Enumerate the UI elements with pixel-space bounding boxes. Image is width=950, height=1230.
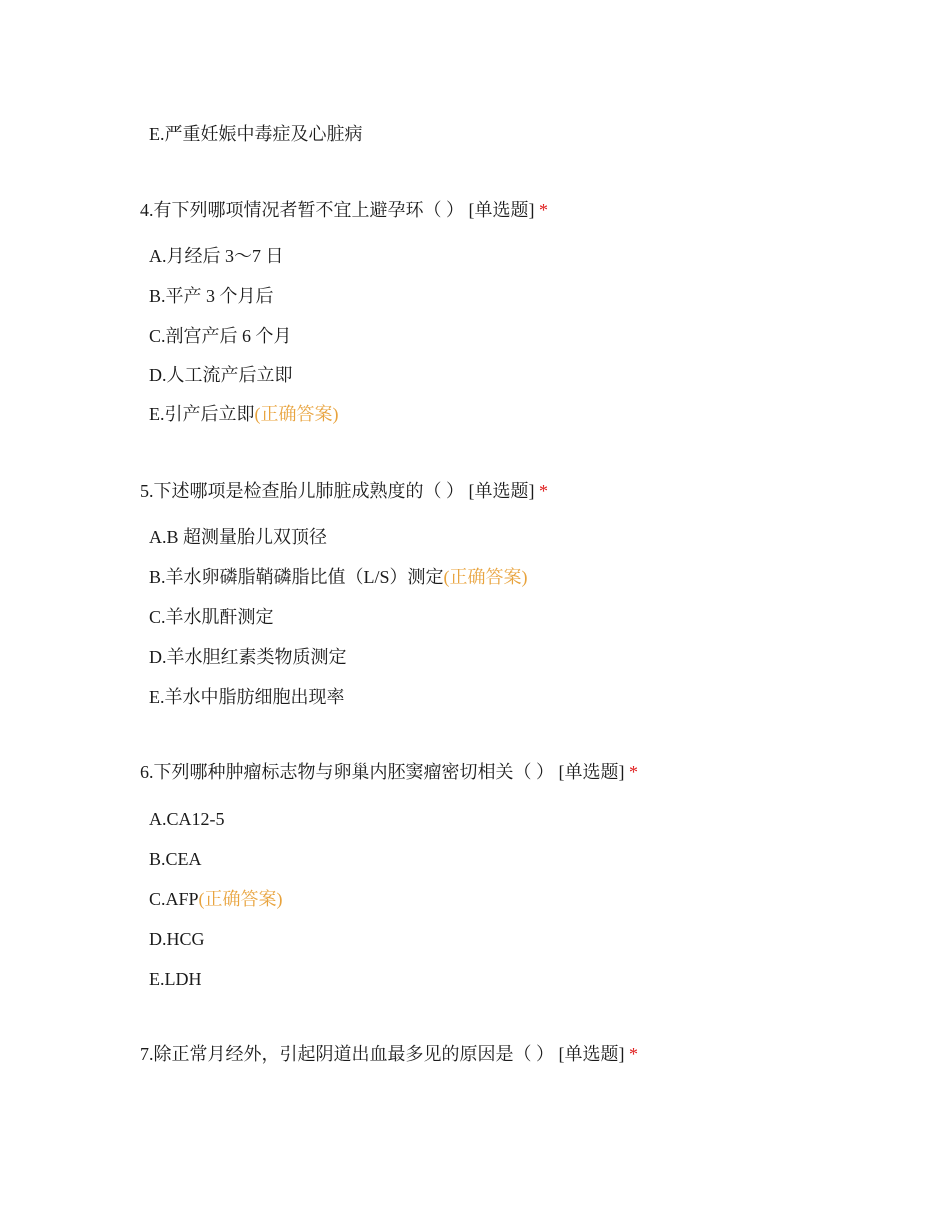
option-text: A.B 超测量胎儿双顶径	[149, 527, 328, 547]
required-star: *	[539, 200, 548, 220]
option-text: D.HCG	[149, 929, 205, 949]
option-text: A.月经后 3～7 日	[149, 246, 284, 266]
option-item	[149, 244, 284, 268]
question-text: 5.下述哪项是检查胎儿肺脏成熟度的（ ）	[140, 481, 464, 501]
correct-answer-tag: (正确答案)	[254, 404, 339, 424]
option-item	[149, 645, 347, 669]
correct-answer-tag: (正确答案)	[443, 567, 528, 587]
option-item	[149, 122, 363, 146]
option-item	[149, 565, 528, 589]
option-item	[149, 807, 225, 831]
option-item	[149, 324, 292, 348]
option-item	[149, 847, 202, 871]
option-text: B.羊水卵磷脂鞘磷脂比值（L/S）测定	[149, 567, 444, 587]
option-item	[149, 525, 327, 549]
question-type: [单选题]	[468, 200, 535, 220]
option-item	[149, 927, 205, 951]
question-text: 6.下列哪种肿瘤标志物与卵巢内胚窦瘤密切相关（ ）	[140, 762, 554, 782]
question-type: [单选题]	[558, 1044, 625, 1064]
question-text: 7.除正常月经外，引起阴道出血最多见的原因是（ ）	[140, 1044, 554, 1064]
option-text: E.LDH	[149, 969, 202, 989]
option-text: C.AFP	[149, 889, 199, 909]
option-item	[149, 284, 274, 308]
question-title	[140, 1042, 638, 1066]
option-text: E.严重妊娠中毒症及心脏病	[149, 124, 363, 144]
question-title	[140, 760, 638, 784]
option-text: E.羊水中脂肪细胞出现率	[149, 687, 345, 707]
option-text: B.平产 3 个月后	[149, 286, 274, 306]
option-item	[149, 887, 283, 911]
option-item	[149, 967, 202, 991]
option-item	[149, 605, 274, 629]
question-text: 4.有下列哪项情况者暂不宜上避孕环（ ）	[140, 200, 464, 220]
correct-answer-tag: (正确答案)	[198, 889, 283, 909]
question-type: [单选题]	[558, 762, 625, 782]
option-text: A.CA12-5	[149, 809, 225, 829]
option-text: D.人工流产后立即	[149, 365, 293, 385]
required-star: *	[629, 1044, 638, 1064]
question-type: [单选题]	[468, 481, 535, 501]
option-text: C.剖宫产后 6 个月	[149, 326, 292, 346]
option-text: B.CEA	[149, 849, 202, 869]
required-star: *	[629, 762, 638, 782]
option-text: E.引产后立即	[149, 404, 255, 424]
option-text: D.羊水胆红素类物质测定	[149, 647, 347, 667]
option-text: C.羊水肌酐测定	[149, 607, 274, 627]
option-item	[149, 685, 345, 709]
option-item	[149, 363, 293, 387]
question-title	[140, 198, 548, 222]
required-star: *	[539, 481, 548, 501]
option-item	[149, 402, 339, 426]
question-title	[140, 479, 548, 503]
